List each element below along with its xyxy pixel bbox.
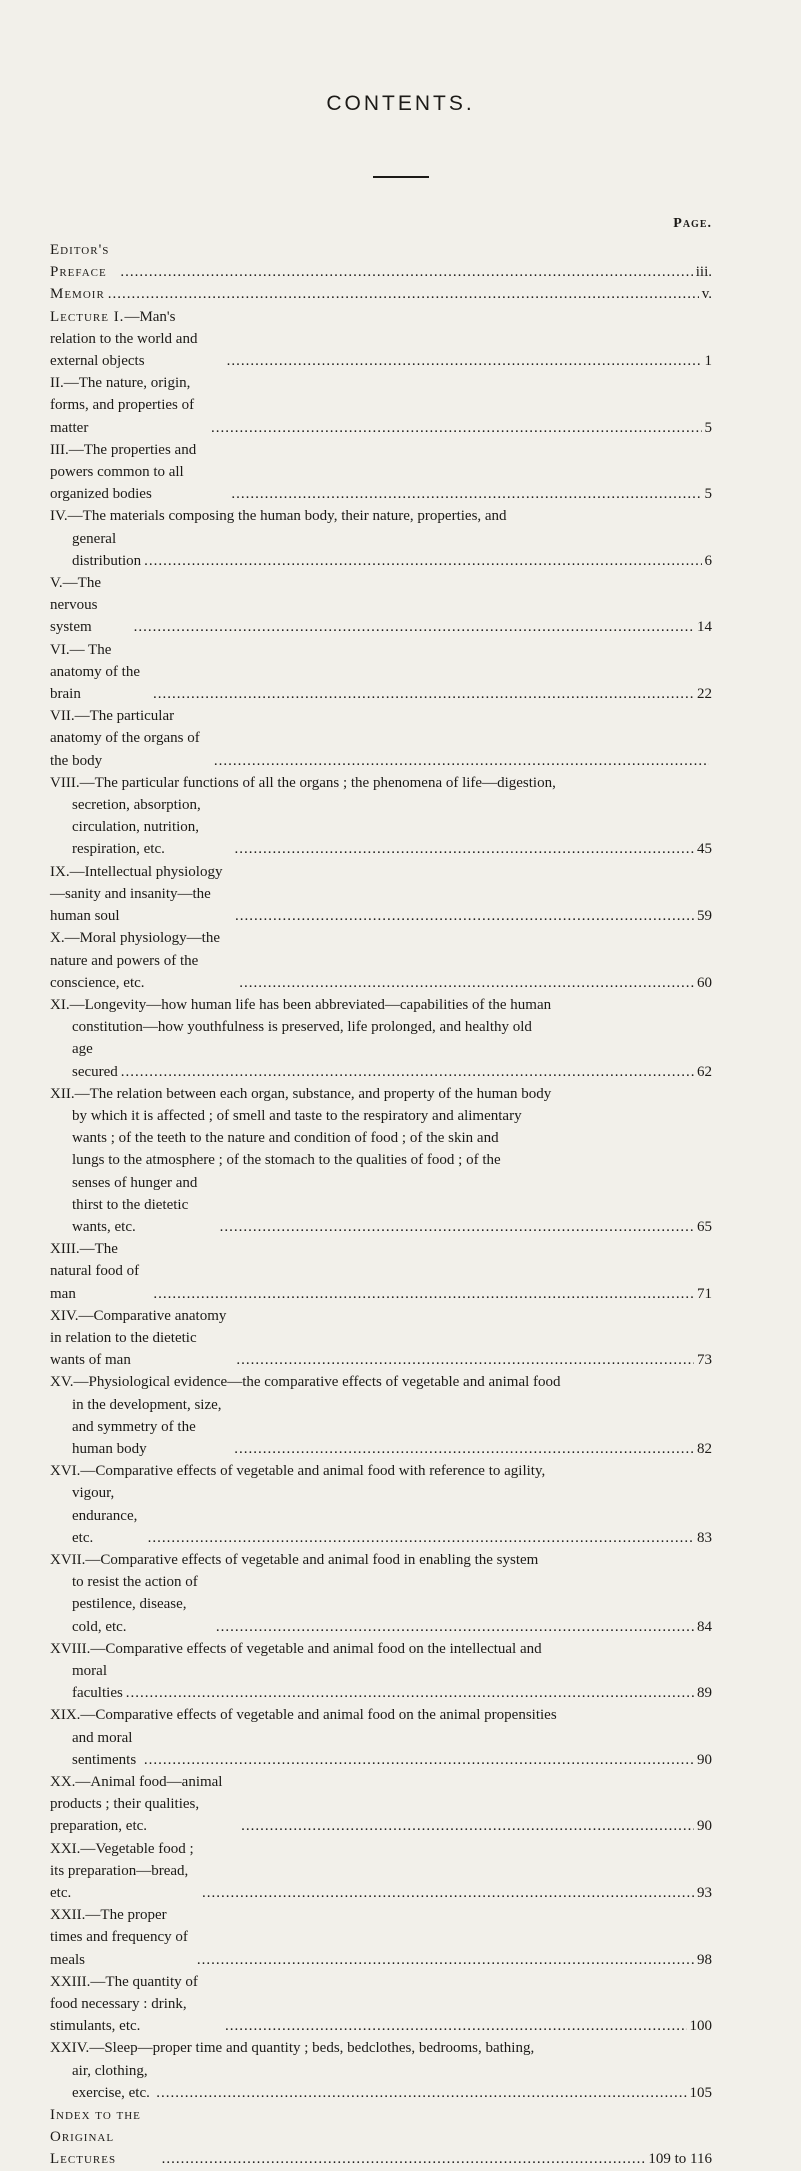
toc-entry-continuation-text: and moral sentiments [72, 1729, 137, 1768]
page-column-header: Page. [673, 216, 712, 231]
toc-page-number: 5 [704, 486, 712, 503]
toc-entry-label [50, 1971, 222, 2038]
toc-entry [50, 639, 712, 706]
leader-dots [153, 1283, 694, 1305]
toc-entry [50, 1460, 712, 1482]
toc-entry-number: IV. [50, 508, 68, 525]
toc-entry-text: —Comparative effects of vegetable and animal food on the intellectual and [90, 1640, 542, 1657]
toc-entry-number: III. [50, 441, 69, 458]
toc-entry-label [50, 1371, 561, 1393]
toc-entry-number: XXII. [50, 1907, 86, 1924]
toc-entry-text: —Comparative effects of vegetable and animal food with reference to agility, [80, 1463, 546, 1480]
leader-dots [144, 1749, 694, 1771]
toc-entry-number: XI. [50, 996, 70, 1013]
toc-page-number: 109 to 116 [648, 2151, 712, 2168]
leader-dots [211, 417, 702, 439]
toc-entry-number: VIII. [50, 774, 80, 791]
toc-entry-continuation-text: in the development, size, and symmetry of the human body [72, 1396, 222, 1457]
toc-entry-label [50, 2104, 159, 2171]
toc-entry-continuation [50, 2060, 712, 2104]
toc-entry-label [50, 1638, 542, 1660]
toc-page-number: 71 [697, 1285, 712, 1302]
toc-entry [50, 1638, 712, 1660]
toc-entry-label [50, 1904, 194, 1971]
toc-entry-text: —The properties and powers common to all organized bodies [50, 441, 197, 503]
leader-dots [121, 1061, 694, 1083]
toc-entry-number: V. [50, 575, 63, 592]
toc-entry-number: XVII. [50, 1551, 86, 1568]
leader-dots [234, 1438, 694, 1460]
toc-entry [50, 283, 712, 305]
toc-entry-number: VII. [50, 708, 75, 725]
toc-entry-number: XVI. [50, 1463, 81, 1480]
toc-entry-continuation [50, 1105, 712, 1127]
toc-entry-number: X. [50, 930, 65, 947]
toc-entry-text: —Intellectual physiology—sanity and insanity—the human soul [50, 863, 223, 925]
toc-page-number: 93 [697, 1885, 712, 1902]
toc-entry-continuation-text: to resist the action of pestilence, disease, cold, etc. [72, 1574, 198, 1635]
toc-entry-text: —The proper times and frequency of meals [50, 1907, 188, 1968]
toc-entry-label [50, 1460, 545, 1482]
toc-entry [50, 372, 712, 439]
toc-entry-text: —Comparative effects of vegetable and animal food on the animal propensities [80, 1707, 557, 1724]
toc-entry-text: —The nervous system [50, 575, 101, 636]
toc-entry-label [50, 1549, 538, 1571]
leader-dots [239, 972, 694, 994]
toc-entry-continuation-text: by which it is affected ; of smell and taste to the respiratory and alimentary [72, 1107, 522, 1124]
toc-entry-number: Editor's Preface [50, 242, 110, 281]
toc-entry [50, 1971, 712, 2038]
toc-entry-text: —Longevity—how human life has been abbreviated—capabilities of the human [69, 996, 552, 1013]
leader-dots [144, 550, 701, 572]
toc-entry-continuation-text: senses of hunger and thirst to the dietetic wants, etc. [72, 1174, 198, 1235]
toc-entry-continuation-text: wants ; of the teeth to the nature and condition of food ; of the skin and [72, 1130, 499, 1147]
toc-entry [50, 239, 712, 283]
toc-entry-text: —Man's relation to the world and external objects [50, 308, 198, 370]
toc-page-number: 14 [697, 619, 712, 636]
page-title: CONTENTS. [326, 92, 475, 115]
toc-entry-continuation [50, 1394, 712, 1461]
toc-entry-continuation-text: lungs to the atmosphere ; of the stomach to the qualities of food ; of the [72, 1152, 501, 1169]
leader-dots [235, 905, 694, 927]
toc-entry [50, 1838, 712, 1905]
toc-entry [50, 1549, 712, 1571]
toc-entry-label [50, 2037, 534, 2059]
leader-dots [153, 683, 694, 705]
toc-entry-number: XIX. [50, 1707, 81, 1724]
toc-entry-continuation-text: general distribution [72, 530, 142, 569]
toc-page-number: 22 [697, 686, 712, 703]
toc-entry-label [50, 1704, 557, 1726]
leader-dots [134, 616, 694, 638]
toc-page-number: 82 [697, 1440, 712, 1457]
leader-dots [148, 1527, 694, 1549]
toc-entry [50, 772, 712, 794]
toc-page-number: 105 [689, 2084, 712, 2101]
toc-entry-continuation [50, 1016, 712, 1038]
toc-entry-text: —Vegetable food ; its preparation—bread, etc. [50, 1840, 194, 1902]
leader-dots [216, 1616, 694, 1638]
toc-page-number: 89 [697, 1685, 712, 1702]
toc-entry [50, 306, 712, 373]
toc-entry-text: —The particular anatomy of the organs of the body [50, 708, 200, 769]
toc-entry [50, 572, 712, 639]
toc-page-number: 59 [697, 908, 712, 925]
leader-dots [227, 350, 702, 372]
toc-entry [50, 1704, 712, 1726]
toc-entry-number: XIII. [50, 1241, 80, 1258]
toc-entry-label [50, 994, 551, 1016]
toc-entry-text: —Sleep—proper time and quantity ; beds, bedclothes, bedrooms, bathing, [89, 2040, 535, 2057]
toc-entry-label [50, 1771, 238, 1838]
toc-page-number: 60 [697, 974, 712, 991]
toc-entry [50, 2037, 712, 2059]
toc-entry [50, 927, 712, 994]
toc-entry-number: XX. [50, 1774, 76, 1791]
toc-entry [50, 1371, 712, 1393]
toc-entry-continuation [50, 1172, 712, 1239]
toc-page-number: 90 [697, 1751, 712, 1768]
toc-entry-text: —Animal food—animal products ; their qualities, preparation, etc. [50, 1774, 223, 1835]
toc-page-number: 98 [697, 1951, 712, 1968]
leader-dots [108, 283, 699, 305]
toc-entry-label [50, 372, 208, 439]
toc-entry [50, 439, 712, 506]
toc-page-number: 5 [704, 419, 712, 436]
toc-entry-label [50, 705, 211, 772]
toc-page-number: iii. [695, 264, 712, 281]
toc-entry-continuation-text: air, clothing, exercise, etc. [72, 2062, 150, 2101]
toc-entry-label [50, 861, 232, 928]
toc-entry-label [50, 239, 117, 283]
toc-entry-label [50, 505, 507, 527]
toc-page-number: 90 [697, 1818, 712, 1835]
toc-entry [50, 2104, 712, 2171]
toc-entry [50, 861, 712, 928]
toc-entry-label [50, 439, 228, 506]
toc-entry-text: —Comparative effects of vegetable and animal food in enabling the system [85, 1551, 539, 1568]
toc-entry-continuation-text: moral faculties [72, 1663, 123, 1702]
toc-page-number: 73 [697, 1352, 712, 1369]
toc-entry-number: XV. [50, 1374, 74, 1391]
toc-entry-label [50, 283, 105, 305]
toc-entry [50, 505, 712, 527]
toc-entry-number: IX. [50, 863, 70, 880]
leader-dots [231, 483, 701, 505]
toc-entry-number: XIV. [50, 1307, 79, 1324]
toc-entry-text: —Physiological evidence—the comparative effects of vegetable and animal food [73, 1374, 561, 1391]
toc-entry-label [50, 772, 556, 794]
toc-entry-number: XXIII. [50, 1973, 91, 1990]
leader-dots [156, 2082, 686, 2104]
toc-entry-continuation [50, 1149, 712, 1171]
toc-entry-continuation [50, 1482, 712, 1549]
toc-entry-label [50, 1238, 150, 1305]
leader-dots [214, 750, 709, 772]
toc-page-number: 83 [697, 1529, 712, 1546]
leader-dots [236, 1349, 694, 1371]
toc-entry-number: XII. [50, 1085, 75, 1102]
toc-entry [50, 1238, 712, 1305]
toc-entry-text: —The materials composing the human body, their nature, properties, and [67, 508, 507, 525]
toc-entry [50, 1771, 712, 1838]
toc-page-number: 65 [697, 1218, 712, 1235]
leader-dots [162, 2148, 646, 2170]
toc-entry-continuation [50, 1727, 712, 1771]
toc-entry-number: Index to the Original Lectures [50, 2107, 141, 2168]
leader-dots [235, 838, 695, 860]
toc-entry-number: Lecture I. [50, 308, 125, 325]
leader-dots [202, 1882, 694, 1904]
toc-entry [50, 1083, 712, 1105]
toc-entry-label [50, 639, 150, 706]
toc-entry-continuation [50, 1660, 712, 1704]
toc-entry-text: —The particular functions of all the organs ; the phenomena of life—digestion, [79, 774, 556, 791]
toc-entry-number: Memoir [50, 286, 105, 303]
toc-entry-number: XXIV. [50, 2040, 90, 2057]
toc-entry-text: —The nature, origin, forms, and properties of matter [50, 375, 195, 436]
toc-entry-continuation [50, 1038, 712, 1082]
toc-entry-label [50, 1083, 551, 1105]
toc-entry-label [50, 572, 131, 639]
toc-entry-label [50, 927, 236, 994]
toc-entry-number: VI. [50, 641, 70, 658]
leader-dots [225, 2015, 686, 2037]
toc-entry-continuation [50, 794, 712, 861]
toc-entry-number: XXI. [50, 1840, 81, 1857]
toc-entry-continuation-text: age secured [72, 1041, 118, 1080]
table-of-contents [50, 239, 712, 2171]
leader-dots [220, 1216, 694, 1238]
toc-entry-continuation [50, 528, 712, 572]
toc-entry [50, 1305, 712, 1372]
title-rule [373, 176, 429, 178]
toc-entry-label [50, 1838, 199, 1905]
toc-entry [50, 994, 712, 1016]
toc-entry-text: —The natural food of man [50, 1241, 140, 1302]
toc-entry-number: XVIII. [50, 1640, 91, 1657]
leader-dots [126, 1682, 694, 1704]
toc-entry-label [50, 306, 224, 373]
toc-entry [50, 1904, 712, 1971]
toc-entry-number: II. [50, 375, 64, 392]
toc-entry-continuation-text: constitution—how youthfulness is preserved, life prolonged, and healthy old [72, 1019, 532, 1036]
toc-entry-text: —The relation between each organ, substance, and property of the human body [74, 1085, 552, 1102]
toc-entry-text: — The anatomy of the brain [50, 641, 140, 703]
toc-entry-label [50, 1305, 233, 1372]
toc-page-number: 62 [697, 1063, 712, 1080]
toc-page-number: 45 [697, 841, 712, 858]
toc-entry-continuation [50, 1127, 712, 1149]
toc-page-number: v. [701, 286, 712, 303]
toc-entry-continuation [50, 1571, 712, 1638]
toc-entry-continuation-text: vigour, endurance, etc. [72, 1485, 138, 1546]
toc-entry-text: —Moral physiology—the nature and powers of the conscience, etc. [50, 930, 220, 991]
toc-entry-continuation-text: secretion, absorption, circulation, nutrition, respiration, etc. [72, 797, 201, 858]
leader-dots [197, 1949, 694, 1971]
leader-dots [241, 1815, 694, 1837]
toc-page-number: 84 [697, 1618, 712, 1635]
toc-entry-text: —The quantity of food necessary : drink, stimulants, etc. [50, 1973, 198, 2035]
toc-page-number: 1 [704, 353, 712, 370]
leader-dots [120, 261, 692, 283]
toc-entry [50, 705, 712, 772]
toc-page-number: 6 [704, 552, 712, 569]
toc-entry-text: —Comparative anatomy in relation to the dietetic wants of man [50, 1307, 227, 1369]
toc-page-number: 100 [689, 2018, 712, 2035]
